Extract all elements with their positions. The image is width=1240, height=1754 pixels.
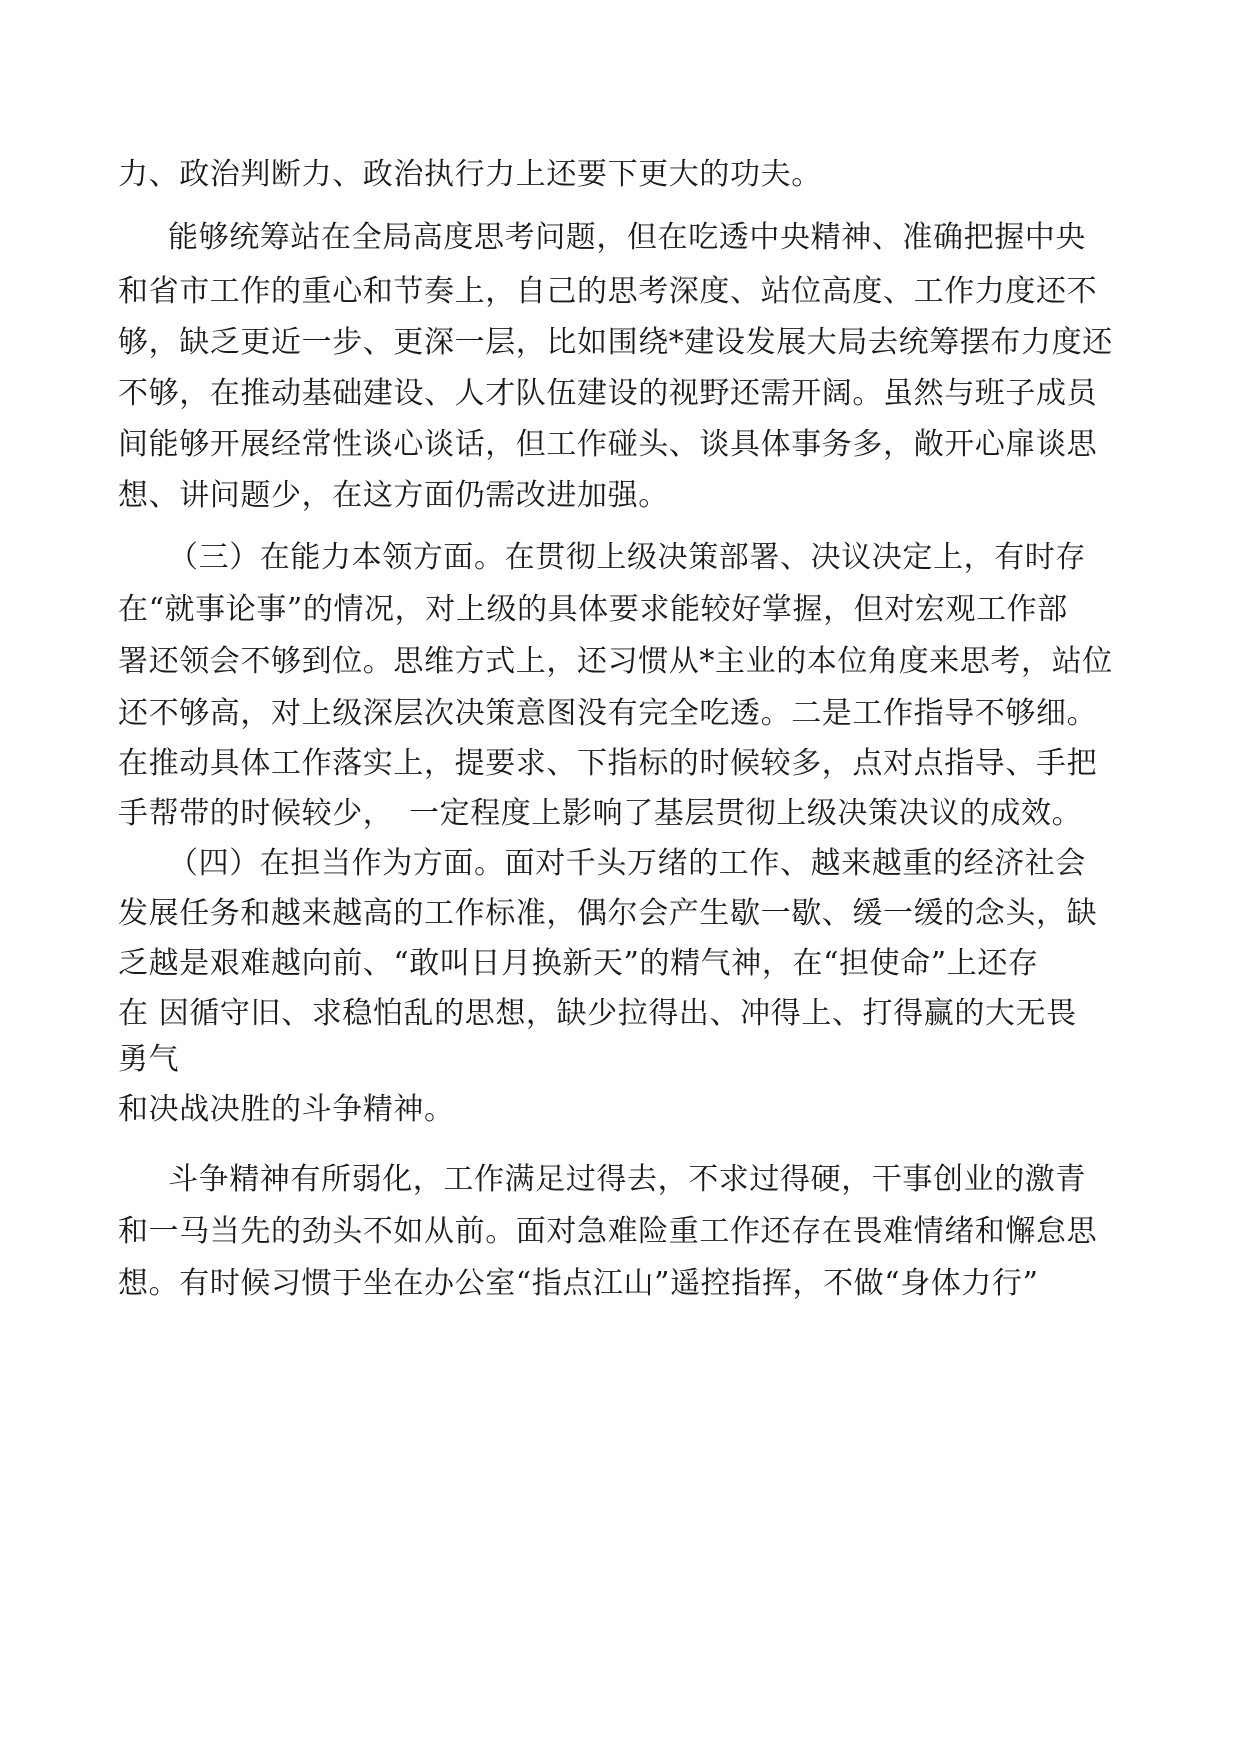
text-line: 和一马当先的劲头不如从前。面对急难险重工作还存在畏难情绪和懈怠思 xyxy=(118,1214,1098,1249)
text-line: 想、讲问题少，在这方面仍需改进加强。 xyxy=(118,478,669,513)
text-line: 署还领会不够到位。思维方式上，还习惯从*主业的本位角度来思考，站位 xyxy=(118,644,1113,679)
text-line: 想。有时候习惯于坐在办公室“指点江山”遥控指挥，不做“身体力行” xyxy=(118,1266,1039,1301)
text-line: 在 因循守旧、求稳怕乱的思想，缺少拉得出、冲得上、打得赢的大无畏 xyxy=(118,996,1077,1031)
text-line: 手帮带的时候较少， 一定程度上影响了基层贯彻上级决策决议的成效。 xyxy=(118,796,1083,831)
text-line: 还不够高，对上级深层次决策意图没有完全吃透。二是工作指导不够细。 xyxy=(118,696,1098,731)
text-line: 勇气 xyxy=(118,1042,180,1077)
text-line: （三）在能力本领方面。在贯彻上级决策部署、决议决定上，有时存 xyxy=(168,540,1086,575)
text-line: 在“就事论事”的情况，对上级的具体要求能较好掌握，但对宏观工作部 xyxy=(118,592,1068,627)
text-line: 不够，在推动基础建设、人才队伍建设的视野还需开阔。虽然与班子成员 xyxy=(118,376,1098,411)
text-line: 在推动具体工作落实上，提要求、下指标的时候较多，点对点指导、手把 xyxy=(118,746,1098,781)
text-line: 和决战决胜的斗争精神。 xyxy=(118,1092,455,1127)
text-line: 力、政治判断力、政治执行力上还要下更大的功夫。 xyxy=(118,157,822,192)
text-line: 间能够开展经常性谈心谈话，但工作碰头、谈具体事务多，敞开心扉谈思 xyxy=(118,427,1098,462)
text-line: 能够统筹站在全局高度思考问题，但在吃透中央精神、准确把握中央 xyxy=(168,220,1086,255)
text-line: （四）在担当作为方面。面对千头万绪的工作、越来越重的经济社会 xyxy=(168,846,1086,881)
text-line: 乏越是艰难越向前、“敢叫日月换新天”的精气神，在“担使命”上还存 xyxy=(118,946,1039,981)
text-line: 够，缺乏更近一步、更深一层，比如围绕*建设发展大局去统筹摆布力度还 xyxy=(118,325,1113,360)
text-line: 斗争精神有所弱化，工作满足过得去，不求过得硬，干事创业的激青 xyxy=(168,1162,1086,1197)
text-line: 和省市工作的重心和节奏上，自己的思考深度、站位高度、工作力度还不 xyxy=(118,274,1098,309)
text-line: 发展任务和越来越高的工作标准，偶尔会产生歇一歇、缓一缓的念头，缺 xyxy=(118,896,1098,931)
